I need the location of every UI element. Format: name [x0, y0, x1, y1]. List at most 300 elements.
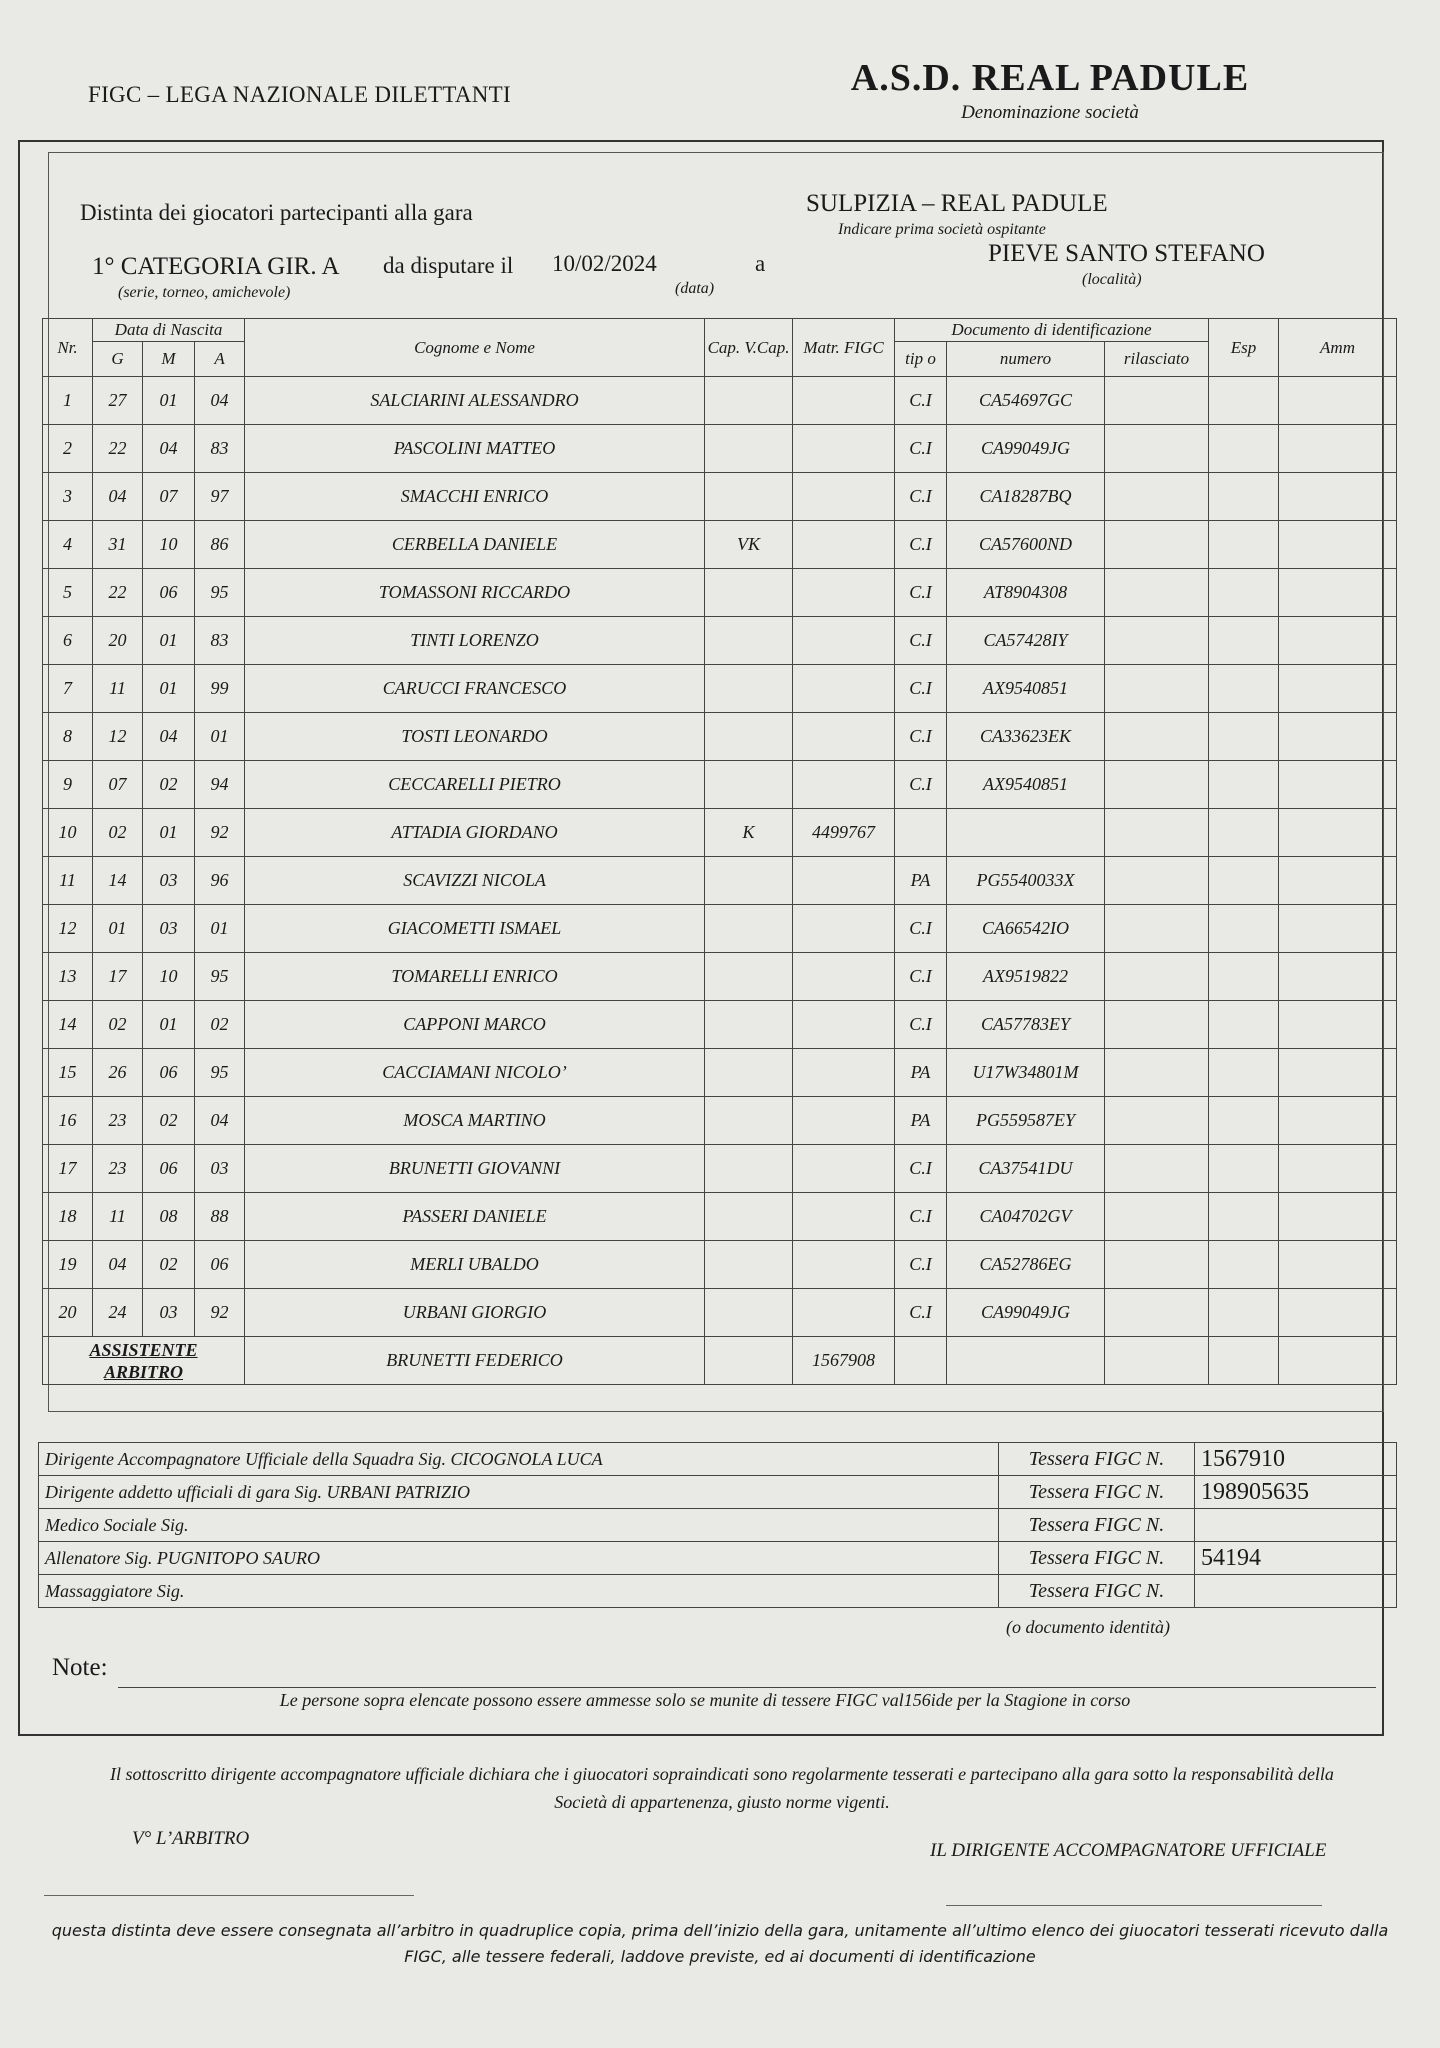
- player-captain: [705, 1241, 793, 1289]
- player-rilasciato: [1105, 905, 1209, 953]
- player-birth-month: 01: [143, 617, 195, 665]
- player-birth-month: 04: [143, 425, 195, 473]
- staff-row: [39, 1476, 1397, 1509]
- player-esp: [1209, 809, 1279, 857]
- player-birth-day: 17: [93, 953, 143, 1001]
- player-name: GIACOMETTI ISMAEL: [245, 905, 705, 953]
- player-doc-type: C.I: [895, 1145, 947, 1193]
- assistant-row: [43, 1337, 1397, 1385]
- tessera-number: [1195, 1509, 1397, 1542]
- player-nr: 13: [43, 953, 93, 1001]
- player-doc-number: CA99049JG: [947, 1289, 1105, 1337]
- player-amm: [1279, 809, 1397, 857]
- player-birth-month: 06: [143, 1145, 195, 1193]
- player-esp: [1209, 377, 1279, 425]
- player-name: TOMASSONI RICCARDO: [245, 569, 705, 617]
- col-tipo: tip o: [895, 342, 947, 377]
- col-m: M: [143, 342, 195, 377]
- player-birth-year: 83: [195, 425, 245, 473]
- player-doc-number: CA99049JG: [947, 425, 1105, 473]
- player-doc-type: C.I: [895, 377, 947, 425]
- player-captain: [705, 617, 793, 665]
- player-birth-month: 08: [143, 1193, 195, 1241]
- staff-role: Dirigente Accompagnatore Ufficiale della Squadra Sig. CICOGNOLA LUCA: [39, 1443, 999, 1476]
- player-rilasciato: [1105, 1193, 1209, 1241]
- player-rilasciato: [1105, 1097, 1209, 1145]
- match-category: 1° CATEGORIA GIR. A: [92, 253, 340, 280]
- player-name: TOSTI LEONARDO: [245, 713, 705, 761]
- player-doc-type: C.I: [895, 473, 947, 521]
- player-birth-day: 20: [93, 617, 143, 665]
- player-captain: [705, 1001, 793, 1049]
- player-matricola: [793, 1001, 895, 1049]
- player-doc-type: C.I: [895, 617, 947, 665]
- player-doc-type: C.I: [895, 713, 947, 761]
- player-birth-year: 04: [195, 1097, 245, 1145]
- assistant-label-line2: ARBITRO: [103, 1361, 184, 1382]
- teams-caption: Indicare prima società ospitante: [838, 221, 1046, 238]
- player-name: SCAVIZZI NICOLA: [245, 857, 705, 905]
- players-table: [42, 318, 1397, 1385]
- player-birth-year: 94: [195, 761, 245, 809]
- player-birth-day: 11: [93, 665, 143, 713]
- player-name: URBANI GIORGIO: [245, 1289, 705, 1337]
- player-amm: [1279, 713, 1397, 761]
- player-esp: [1209, 1145, 1279, 1193]
- player-doc-type: PA: [895, 857, 947, 905]
- category-caption: (serie, torneo, amichevole): [118, 284, 291, 301]
- player-rilasciato: [1105, 425, 1209, 473]
- col-nr: Nr.: [43, 319, 93, 377]
- date-label: da disputare il: [383, 253, 514, 278]
- player-birth-year: 83: [195, 617, 245, 665]
- player-birth-year: 95: [195, 569, 245, 617]
- table-row: [43, 809, 1397, 857]
- player-doc-number: PG5540033X: [947, 857, 1105, 905]
- player-birth-year: 04: [195, 377, 245, 425]
- player-birth-day: 04: [93, 1241, 143, 1289]
- player-birth-day: 23: [93, 1097, 143, 1145]
- player-amm: [1279, 425, 1397, 473]
- player-birth-month: 03: [143, 1289, 195, 1337]
- player-esp: [1209, 1049, 1279, 1097]
- player-name: CACCIAMANI NICOLO’: [245, 1049, 705, 1097]
- staff-table: [38, 1442, 1397, 1608]
- referee-signature-line: [44, 1895, 414, 1896]
- tessera-number: 1567910: [1195, 1443, 1397, 1476]
- player-birth-month: 01: [143, 1001, 195, 1049]
- date-caption: (data): [675, 280, 715, 297]
- player-esp: [1209, 1289, 1279, 1337]
- place-caption: (località): [1082, 271, 1142, 288]
- player-nr: 14: [43, 1001, 93, 1049]
- player-birth-day: 04: [93, 473, 143, 521]
- player-doc-type: C.I: [895, 521, 947, 569]
- table-row: [43, 1001, 1397, 1049]
- player-nr: 15: [43, 1049, 93, 1097]
- player-esp: [1209, 569, 1279, 617]
- player-rilasciato: [1105, 1049, 1209, 1097]
- player-doc-number: AT8904308: [947, 569, 1105, 617]
- player-esp: [1209, 617, 1279, 665]
- list-title: Distinta dei giocatori partecipanti alla gara: [80, 200, 473, 225]
- player-esp: [1209, 857, 1279, 905]
- player-rilasciato: [1105, 521, 1209, 569]
- player-nr: 7: [43, 665, 93, 713]
- player-nr: 5: [43, 569, 93, 617]
- player-amm: [1279, 1193, 1397, 1241]
- player-amm: [1279, 1049, 1397, 1097]
- player-birth-month: 02: [143, 1241, 195, 1289]
- player-rilasciato: [1105, 1241, 1209, 1289]
- table-row: [43, 377, 1397, 425]
- table-row: [43, 617, 1397, 665]
- player-captain: [705, 665, 793, 713]
- player-captain: [705, 473, 793, 521]
- player-doc-type: [895, 809, 947, 857]
- player-rilasciato: [1105, 809, 1209, 857]
- player-amm: [1279, 1241, 1397, 1289]
- player-nr: 10: [43, 809, 93, 857]
- player-doc-number: CA54697GC: [947, 377, 1105, 425]
- player-birth-day: 11: [93, 1193, 143, 1241]
- player-birth-day: 27: [93, 377, 143, 425]
- player-birth-day: 07: [93, 761, 143, 809]
- player-captain: [705, 713, 793, 761]
- player-esp: [1209, 425, 1279, 473]
- col-birth: Data di Nascita: [93, 319, 245, 342]
- player-birth-day: 24: [93, 1289, 143, 1337]
- player-esp: [1209, 905, 1279, 953]
- player-rilasciato: [1105, 1289, 1209, 1337]
- player-birth-year: 86: [195, 521, 245, 569]
- table-row: [43, 1049, 1397, 1097]
- player-amm: [1279, 1001, 1397, 1049]
- player-nr: 8: [43, 713, 93, 761]
- player-captain: [705, 1145, 793, 1193]
- tessera-label: Tessera FIGC N.: [999, 1509, 1195, 1542]
- player-amm: [1279, 569, 1397, 617]
- col-cap: Cap. V.Cap.: [705, 319, 793, 377]
- player-amm: [1279, 1289, 1397, 1337]
- player-nr: 17: [43, 1145, 93, 1193]
- player-matricola: [793, 617, 895, 665]
- player-name: ATTADIA GIORDANO: [245, 809, 705, 857]
- player-name: PASSERI DANIELE: [245, 1193, 705, 1241]
- table-row: [43, 521, 1397, 569]
- player-doc-number: AX9519822: [947, 953, 1105, 1001]
- player-amm: [1279, 905, 1397, 953]
- player-name: TOMARELLI ENRICO: [245, 953, 705, 1001]
- player-matricola: [793, 713, 895, 761]
- manager-signature-label: IL DIRIGENTE ACCOMPAGNATORE UFFICIALE: [930, 1840, 1327, 1861]
- col-rilasciato: rilasciato: [1105, 342, 1209, 377]
- staff-role: Dirigente addetto ufficiali di gara Sig. URBANI PATRIZIO: [39, 1476, 999, 1509]
- at-label: a: [755, 251, 766, 276]
- table-row: [43, 569, 1397, 617]
- col-doc: Documento di identificazione: [895, 319, 1209, 342]
- col-g: G: [93, 342, 143, 377]
- player-matricola: [793, 905, 895, 953]
- player-rilasciato: [1105, 857, 1209, 905]
- player-captain: [705, 377, 793, 425]
- player-doc-type: C.I: [895, 1001, 947, 1049]
- player-birth-year: 03: [195, 1145, 245, 1193]
- player-rilasciato: [1105, 713, 1209, 761]
- player-birth-month: 10: [143, 521, 195, 569]
- player-esp: [1209, 521, 1279, 569]
- player-doc-number: PG559587EY: [947, 1097, 1105, 1145]
- manager-signature-line: [946, 1905, 1322, 1906]
- player-matricola: [793, 1241, 895, 1289]
- player-birth-month: 06: [143, 1049, 195, 1097]
- player-doc-number: U17W34801M: [947, 1049, 1105, 1097]
- player-matricola: [793, 953, 895, 1001]
- player-captain: [705, 857, 793, 905]
- player-nr: 3: [43, 473, 93, 521]
- player-amm: [1279, 953, 1397, 1001]
- player-doc-number: [947, 809, 1105, 857]
- player-name: SMACCHI ENRICO: [245, 473, 705, 521]
- player-rilasciato: [1105, 1001, 1209, 1049]
- player-captain: [705, 953, 793, 1001]
- tessera-number: [1195, 1575, 1397, 1608]
- player-esp: [1209, 1241, 1279, 1289]
- player-amm: [1279, 473, 1397, 521]
- club-header: [840, 56, 1260, 124]
- player-name: CAPPONI MARCO: [245, 1001, 705, 1049]
- assistant-name: BRUNETTI FEDERICO: [245, 1337, 705, 1385]
- player-birth-month: 03: [143, 905, 195, 953]
- player-birth-month: 02: [143, 1097, 195, 1145]
- player-captain: [705, 1289, 793, 1337]
- player-matricola: [793, 1289, 895, 1337]
- player-doc-number: CA57600ND: [947, 521, 1105, 569]
- player-matricola: [793, 1049, 895, 1097]
- staff-role: Massaggiatore Sig.: [39, 1575, 999, 1608]
- player-birth-month: 01: [143, 665, 195, 713]
- player-birth-month: 01: [143, 377, 195, 425]
- player-birth-day: 02: [93, 1001, 143, 1049]
- player-birth-year: 01: [195, 713, 245, 761]
- player-doc-type: C.I: [895, 905, 947, 953]
- referee-signature-label: V° L’ARBITRO: [132, 1828, 250, 1849]
- player-nr: 19: [43, 1241, 93, 1289]
- match-date: 10/02/2024: [552, 251, 657, 276]
- player-nr: 4: [43, 521, 93, 569]
- player-doc-type: C.I: [895, 1241, 947, 1289]
- table-row: [43, 473, 1397, 521]
- player-doc-type: PA: [895, 1049, 947, 1097]
- players-table-body: [43, 377, 1397, 1337]
- player-doc-number: CA18287BQ: [947, 473, 1105, 521]
- player-matricola: 4499767: [793, 809, 895, 857]
- table-row: [43, 1289, 1397, 1337]
- declaration: Il sottoscritto dirigente accompagnatore ufficiale dichiara che i giuocatori sopraindicati sono regolarmente tesserati e partecipano alla gara sotto la responsabilità della Società di appartenenza, giusto norme vigenti.: [110, 1764, 1334, 1812]
- col-amm: Amm: [1279, 319, 1397, 377]
- player-captain: [705, 425, 793, 473]
- player-name: MERLI UBALDO: [245, 1241, 705, 1289]
- player-doc-type: C.I: [895, 569, 947, 617]
- table-row: [43, 857, 1397, 905]
- player-matricola: [793, 425, 895, 473]
- player-nr: 18: [43, 1193, 93, 1241]
- player-esp: [1209, 665, 1279, 713]
- player-amm: [1279, 521, 1397, 569]
- player-matricola: [793, 521, 895, 569]
- player-rilasciato: [1105, 665, 1209, 713]
- player-rilasciato: [1105, 569, 1209, 617]
- player-nr: 20: [43, 1289, 93, 1337]
- col-matr: Matr. FIGC: [793, 319, 895, 377]
- player-birth-month: 07: [143, 473, 195, 521]
- player-doc-type: PA: [895, 1097, 947, 1145]
- club-name: A.S.D. REAL PADULE: [850, 57, 1250, 99]
- player-birth-month: 02: [143, 761, 195, 809]
- player-nr: 9: [43, 761, 93, 809]
- player-matricola: [793, 1097, 895, 1145]
- player-doc-type: C.I: [895, 665, 947, 713]
- table-row: [43, 713, 1397, 761]
- col-a: A: [195, 342, 245, 377]
- club-caption: Denominazione società: [961, 102, 1139, 123]
- table-row: [43, 425, 1397, 473]
- player-birth-month: 03: [143, 857, 195, 905]
- player-esp: [1209, 1097, 1279, 1145]
- player-esp: [1209, 761, 1279, 809]
- staff-row: [39, 1575, 1397, 1608]
- player-birth-year: 99: [195, 665, 245, 713]
- player-matricola: [793, 1145, 895, 1193]
- assistant-matr: 1567908: [793, 1337, 895, 1385]
- player-birth-year: 06: [195, 1241, 245, 1289]
- player-name: CECCARELLI PIETRO: [245, 761, 705, 809]
- staff-role: Allenatore Sig. PUGNITOPO SAURO: [39, 1542, 999, 1575]
- player-birth-year: 95: [195, 1049, 245, 1097]
- staff-caption: (o documento identità): [1006, 1617, 1170, 1637]
- player-birth-month: 04: [143, 713, 195, 761]
- staff-row: [39, 1443, 1397, 1476]
- player-birth-day: 22: [93, 569, 143, 617]
- player-doc-type: C.I: [895, 953, 947, 1001]
- player-birth-month: 10: [143, 953, 195, 1001]
- player-doc-number: AX9540851: [947, 665, 1105, 713]
- player-birth-day: 26: [93, 1049, 143, 1097]
- player-esp: [1209, 953, 1279, 1001]
- player-captain: VK: [705, 521, 793, 569]
- player-matricola: [793, 377, 895, 425]
- player-name: SALCIARINI ALESSANDRO: [245, 377, 705, 425]
- player-esp: [1209, 473, 1279, 521]
- match-teams: SULPIZIA – REAL PADULE: [806, 190, 1108, 217]
- player-birth-year: 02: [195, 1001, 245, 1049]
- player-birth-year: 95: [195, 953, 245, 1001]
- staff-row: [39, 1509, 1397, 1542]
- player-rilasciato: [1105, 1145, 1209, 1193]
- player-name: MOSCA MARTINO: [245, 1097, 705, 1145]
- footer-note: questa distinta deve essere consegnata all’arbitro in quadruplice copia, prima dell’inizio della gara, unitamente all’ultimo elenco dei giuocatori tesserati ricevuto dalla FIGC, alle tessere federali, laddove previste, ed ai documenti di identificazione: [51, 1921, 1389, 1966]
- note-line: [118, 1687, 1376, 1688]
- player-rilasciato: [1105, 761, 1209, 809]
- player-name: TINTI LORENZO: [245, 617, 705, 665]
- table-row: [43, 953, 1397, 1001]
- note-text: Le persone sopra elencate possono essere ammesse solo se munite di tessere FIGC val156ide per la Stagione in corso: [279, 1690, 1131, 1710]
- player-birth-year: 88: [195, 1193, 245, 1241]
- assistant-label: [43, 1337, 245, 1385]
- assistant-label-line1: ASSISTENTE: [89, 1339, 198, 1360]
- player-captain: [705, 1193, 793, 1241]
- table-row: [43, 1193, 1397, 1241]
- tessera-label: Tessera FIGC N.: [999, 1476, 1195, 1509]
- table-row: [43, 1241, 1397, 1289]
- player-nr: 2: [43, 425, 93, 473]
- player-name: PASCOLINI MATTEO: [245, 425, 705, 473]
- player-doc-number: CA37541DU: [947, 1145, 1105, 1193]
- player-amm: [1279, 617, 1397, 665]
- player-doc-number: CA57783EY: [947, 1001, 1105, 1049]
- player-captain: [705, 1097, 793, 1145]
- player-captain: K: [705, 809, 793, 857]
- player-birth-year: 96: [195, 857, 245, 905]
- player-captain: [705, 761, 793, 809]
- player-birth-day: 22: [93, 425, 143, 473]
- player-matricola: [793, 761, 895, 809]
- player-esp: [1209, 1193, 1279, 1241]
- player-birth-month: 01: [143, 809, 195, 857]
- table-row: [43, 1145, 1397, 1193]
- player-name: CARUCCI FRANCESCO: [245, 665, 705, 713]
- player-nr: 6: [43, 617, 93, 665]
- player-doc-number: CA33623EK: [947, 713, 1105, 761]
- player-captain: [705, 1049, 793, 1097]
- player-birth-year: 92: [195, 809, 245, 857]
- staff-table-body: [39, 1443, 1397, 1608]
- player-nr: 12: [43, 905, 93, 953]
- player-doc-number: CA57428IY: [947, 617, 1105, 665]
- player-nr: 16: [43, 1097, 93, 1145]
- player-birth-day: 31: [93, 521, 143, 569]
- player-amm: [1279, 665, 1397, 713]
- player-amm: [1279, 377, 1397, 425]
- player-captain: [705, 569, 793, 617]
- table-row: [43, 761, 1397, 809]
- player-amm: [1279, 1145, 1397, 1193]
- table-row: [43, 665, 1397, 713]
- col-esp: Esp: [1209, 319, 1279, 377]
- tessera-number: 198905635: [1195, 1476, 1397, 1509]
- player-doc-type: C.I: [895, 425, 947, 473]
- player-name: CERBELLA DANIELE: [245, 521, 705, 569]
- player-name: BRUNETTI GIOVANNI: [245, 1145, 705, 1193]
- player-doc-number: CA04702GV: [947, 1193, 1105, 1241]
- player-birth-day: 02: [93, 809, 143, 857]
- league-title: FIGC – LEGA NAZIONALE DILETTANTI: [88, 82, 511, 107]
- player-nr: 1: [43, 377, 93, 425]
- player-matricola: [793, 569, 895, 617]
- player-matricola: [793, 1193, 895, 1241]
- player-esp: [1209, 713, 1279, 761]
- player-doc-type: C.I: [895, 1193, 947, 1241]
- player-birth-year: 01: [195, 905, 245, 953]
- player-nr: 11: [43, 857, 93, 905]
- player-esp: [1209, 1001, 1279, 1049]
- player-birth-month: 06: [143, 569, 195, 617]
- note-label: Note:: [52, 1654, 108, 1681]
- assistant-cap: [705, 1337, 793, 1385]
- player-doc-type: C.I: [895, 1289, 947, 1337]
- player-rilasciato: [1105, 473, 1209, 521]
- player-matricola: [793, 857, 895, 905]
